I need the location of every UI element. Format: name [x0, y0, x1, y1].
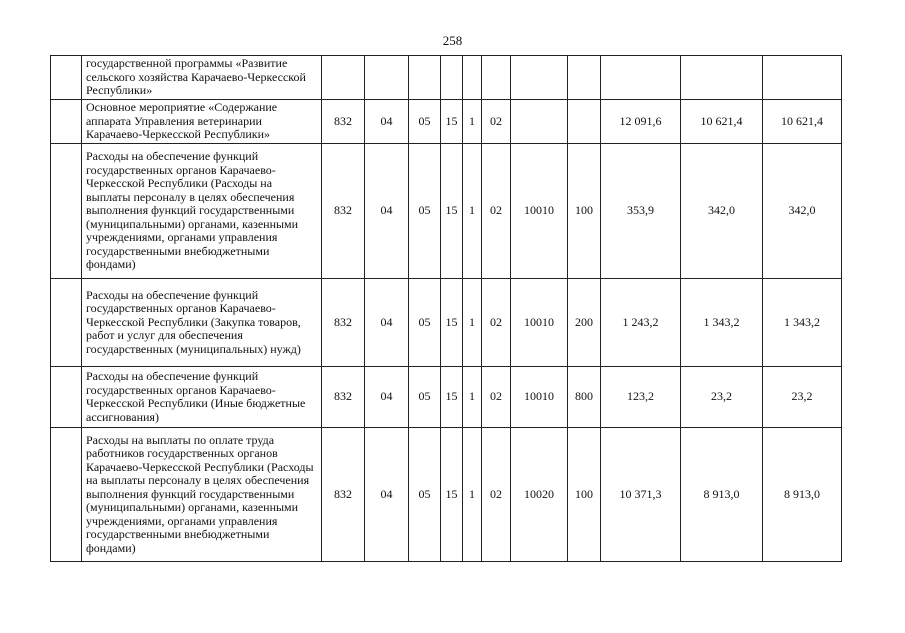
row-number-cell — [51, 56, 82, 100]
amount-2019-cell: 1 243,2 — [601, 279, 681, 367]
subprogram-cell: 1 — [463, 100, 482, 144]
expense-name-cell: Расходы на обеспечение функций государственных органов Карачаево-Черкесской Республики (Расходы на выплаты персоналу в целях обеспечения выполнения функций государственными (муниципальными) органами, казенными учреждениями, органами управления государственными внебюджетными фондами) — [82, 144, 322, 279]
subprogram-cell: 1 — [463, 144, 482, 279]
main-activity-cell: 02 — [482, 100, 511, 144]
program-cell — [441, 56, 463, 100]
amount-2020-cell: 342,0 — [681, 144, 763, 279]
program-cell: 15 — [441, 100, 463, 144]
expense-type-cell: 100 — [568, 144, 601, 279]
table-row — [51, 367, 842, 428]
amount-2020-cell: 8 913,0 — [681, 428, 763, 562]
section-cell: 04 — [365, 367, 409, 428]
admin-code-cell: 832 — [322, 144, 365, 279]
amount-2021-cell: 342,0 — [763, 144, 842, 279]
row-number-cell — [51, 100, 82, 144]
expense-direction-cell: 10020 — [511, 428, 568, 562]
program-cell: 15 — [441, 279, 463, 367]
expense-name-cell: Основное мероприятие «Содержание аппарата Управления ветеринарии Карачаево-Черкесской Республики» — [82, 100, 322, 144]
admin-code-cell — [322, 56, 365, 100]
amount-2019-cell: 123,2 — [601, 367, 681, 428]
expense-type-cell — [568, 56, 601, 100]
amount-2021-cell: 10 621,4 — [763, 100, 842, 144]
main-activity-cell: 02 — [482, 367, 511, 428]
amount-2020-cell: 1 343,2 — [681, 279, 763, 367]
expense-name-cell: Расходы на обеспечение функций государственных органов Карачаево-Черкесской Республики (Закупка товаров, работ и услуг для обеспечения государственных (муниципальных) нужд) — [82, 279, 322, 367]
budget-table — [50, 55, 842, 562]
section-cell — [365, 56, 409, 100]
amount-2020-cell: 10 621,4 — [681, 100, 763, 144]
table-row — [51, 100, 842, 144]
amount-2019-cell: 12 091,6 — [601, 100, 681, 144]
admin-code-cell: 832 — [322, 279, 365, 367]
expense-direction-cell: 10010 — [511, 367, 568, 428]
row-number-cell — [51, 367, 82, 428]
amount-2019-cell — [601, 56, 681, 100]
expense-direction-cell: 10010 — [511, 279, 568, 367]
section-cell: 04 — [365, 100, 409, 144]
table-row — [51, 56, 842, 100]
subsection-cell: 05 — [409, 100, 441, 144]
amount-2019-cell: 10 371,3 — [601, 428, 681, 562]
admin-code-cell: 832 — [322, 367, 365, 428]
subprogram-cell — [463, 56, 482, 100]
main-activity-cell: 02 — [482, 428, 511, 562]
row-number-cell — [51, 428, 82, 562]
table-row — [51, 428, 842, 562]
section-cell: 04 — [365, 279, 409, 367]
subprogram-cell: 1 — [463, 428, 482, 562]
section-cell: 04 — [365, 144, 409, 279]
table-row — [51, 144, 842, 279]
main-activity-cell — [482, 56, 511, 100]
expense-type-cell: 100 — [568, 428, 601, 562]
expense-direction-cell — [511, 56, 568, 100]
subsection-cell: 05 — [409, 279, 441, 367]
program-cell: 15 — [441, 144, 463, 279]
subprogram-cell: 1 — [463, 367, 482, 428]
program-cell: 15 — [441, 428, 463, 562]
amount-2021-cell — [763, 56, 842, 100]
admin-code-cell: 832 — [322, 428, 365, 562]
subsection-cell: 05 — [409, 144, 441, 279]
main-activity-cell: 02 — [482, 144, 511, 279]
expense-type-cell: 200 — [568, 279, 601, 367]
expense-type-cell — [568, 100, 601, 144]
page-number: 258 — [442, 33, 463, 48]
expense-type-cell: 800 — [568, 367, 601, 428]
amount-2021-cell: 23,2 — [763, 367, 842, 428]
subprogram-cell: 1 — [463, 279, 482, 367]
main-activity-cell: 02 — [482, 279, 511, 367]
amount-2021-cell: 8 913,0 — [763, 428, 842, 562]
expense-direction-cell — [511, 100, 568, 144]
expense-name-cell: государственной программы «Развитие сельского хозяйства Карачаево-Черкесской Республики» — [82, 56, 322, 100]
expense-direction-cell: 10010 — [511, 144, 568, 279]
amount-2021-cell: 1 343,2 — [763, 279, 842, 367]
subsection-cell — [409, 56, 441, 100]
program-cell: 15 — [441, 367, 463, 428]
section-cell: 04 — [365, 428, 409, 562]
table-row — [51, 279, 842, 367]
amount-2020-cell: 23,2 — [681, 367, 763, 428]
amount-2019-cell: 353,9 — [601, 144, 681, 279]
row-number-cell — [51, 144, 82, 279]
subsection-cell: 05 — [409, 428, 441, 562]
expense-name-cell: Расходы на обеспечение функций государственных органов Карачаево-Черкесской Республики (Иные бюджетные ассигнования) — [82, 367, 322, 428]
amount-2020-cell — [681, 56, 763, 100]
subsection-cell: 05 — [409, 367, 441, 428]
row-number-cell — [51, 279, 82, 367]
admin-code-cell: 832 — [322, 100, 365, 144]
expense-name-cell: Расходы на выплаты по оплате труда работников государственных органов Карачаево-Черкесской Республики (Расходы на выплаты персоналу в целях обеспечения выполнения функций государственными (муниципальными) органами, казенными учреждениями, органами управления государственными внебюджетными фондами) — [82, 428, 322, 562]
